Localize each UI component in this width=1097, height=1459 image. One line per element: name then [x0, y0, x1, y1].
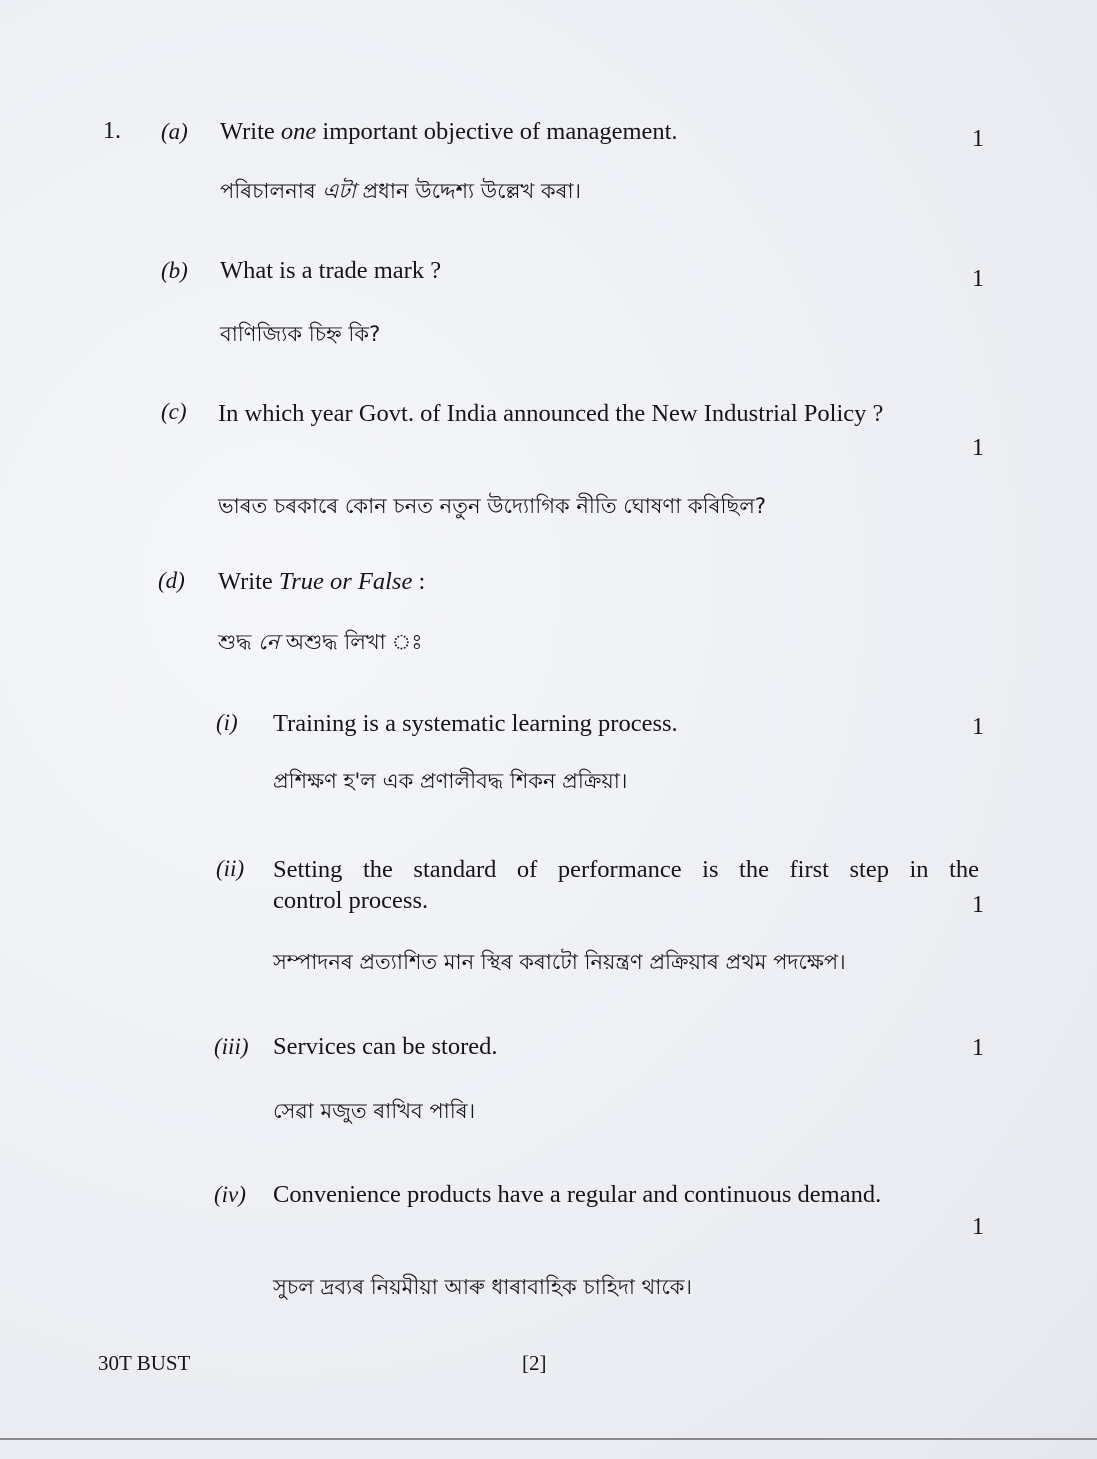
- subpart-i-english: Training is a systematic learning process.: [273, 710, 678, 737]
- part-a-assamese: পৰিচালনাৰ এটা প্ৰধান উদ্দেশ্য উল্লেখ কৰা।: [220, 179, 582, 203]
- part-b-label: (b): [161, 258, 188, 283]
- part-c-english: In which year Govt. of India announced the New Industrial Policy ?: [218, 400, 884, 427]
- subpart-ii-label: (ii): [216, 856, 245, 881]
- part-a-label: (a): [161, 119, 188, 144]
- paper-code: 30T BUST: [98, 1351, 191, 1375]
- part-c-assamese: ভাৰত চৰকাৰে কোন চনত নতুন উদ্যোগিক নীতি ঘোষণা কৰিছিল?: [218, 494, 766, 518]
- subpart-iii-label: (iii): [214, 1034, 249, 1059]
- subpart-i-label: (i): [216, 710, 238, 735]
- question-number: 1.: [103, 118, 121, 144]
- subpart-ii-marks: 1: [972, 892, 984, 918]
- subpart-iv-marks: 1: [972, 1214, 984, 1240]
- subpart-iv-english: Convenience products have a regular and continuous demand.: [273, 1181, 882, 1208]
- part-a-english: Write one important objective of management.: [220, 118, 678, 145]
- part-a-marks: 1: [972, 126, 984, 152]
- subpart-i-marks: 1: [972, 714, 984, 740]
- part-d-assamese: শুদ্ধ নে অশুদ্ধ লিখা ঃ: [218, 630, 423, 654]
- page-bottom-edge: [0, 1438, 1097, 1440]
- part-d-label: (d): [158, 568, 185, 593]
- subpart-ii-assamese: সম্পাদনৰ প্ৰত্যাশিত মান স্থিৰ কৰাটো নিয়ন্ত্ৰণ প্ৰক্ৰিয়াৰ প্ৰথম পদক্ষেপ।: [273, 950, 846, 974]
- subpart-iv-assamese: সুচল দ্ৰব্যৰ নিয়মীয়া আৰু ধাৰাবাহিক চাহিদা থাকে।: [273, 1275, 693, 1299]
- page-number: [2]: [522, 1351, 547, 1375]
- part-d-english: Write True or False :: [218, 568, 426, 595]
- subpart-iv-label: (iv): [214, 1182, 246, 1207]
- subpart-ii-english-line1: Setting the standard of performance is the first step in the: [273, 856, 979, 883]
- subpart-iii-assamese: সেৱা মজুত ৰাখিব পাৰি।: [273, 1099, 476, 1123]
- subpart-iii-marks: 1: [972, 1035, 984, 1061]
- part-c-label: (c): [161, 399, 187, 424]
- part-b-marks: 1: [972, 266, 984, 292]
- part-b-english: What is a trade mark ?: [220, 257, 442, 284]
- part-c-marks: 1: [972, 435, 984, 461]
- part-b-assamese: বাণিজ্যিক চিহ্ন কি?: [220, 322, 381, 346]
- subpart-iii-english: Services can be stored.: [273, 1033, 498, 1060]
- subpart-i-assamese: প্ৰশিক্ষণ হ'ল এক প্ৰণালীবদ্ধ শিকন প্ৰক্ৰিয়া।: [273, 769, 628, 793]
- subpart-ii-english-line2: control process.: [273, 887, 429, 914]
